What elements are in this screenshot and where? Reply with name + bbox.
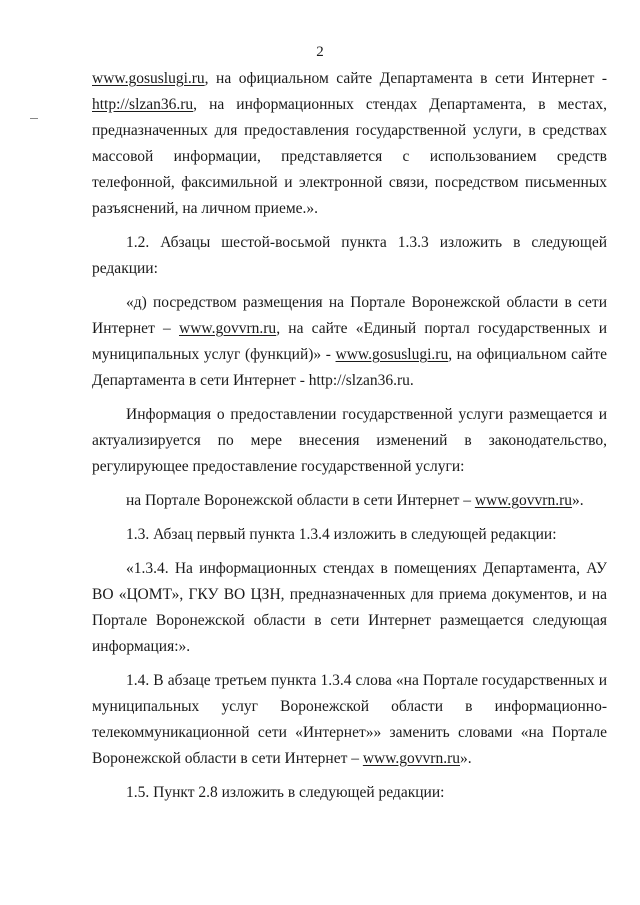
margin-mark — [30, 118, 38, 119]
text-segment: ». — [460, 750, 472, 767]
paragraph-d — [92, 290, 607, 394]
link-gosuslugi[interactable]: www.gosuslugi.ru — [335, 346, 449, 363]
paragraph-1-2 — [92, 230, 607, 282]
document-body — [92, 66, 607, 814]
paragraph-1-5 — [92, 780, 607, 806]
link-slzan36[interactable]: http://slzan36.ru — [92, 96, 194, 113]
text-segment: 1.4. В абзаце третьем пункта 1.3.4 слова «на Портале государственных и муниципальных услуг Воронежской области в информационно-телекоммуникационной сети «Интернет»» заменить словами «на Портале Воронежской области в сети Интернет – — [92, 672, 607, 767]
text-segment: «1.3.4. На информационных стендах в помещениях Департамента, АУ ВО «ЦОМТ», ГКУ ВО ЦЗН, предназначенных для приема документов, и на Портале Воронежской области в сети Интернет размещается следующая информация:». — [92, 560, 607, 655]
paragraph-info — [92, 402, 607, 480]
text-segment: Информация о предоставлении государственной услуги размещается и актуализируется по мере внесения изменений в законодательство, регулирующее предоставление государственной услуги: — [92, 406, 607, 475]
text-segment: 1.3. Абзац первый пункта 1.3.4 изложить в следующей редакции: — [126, 526, 557, 543]
paragraph-1-4 — [92, 668, 607, 772]
text-segment: на Портале Воронежской области в сети Интернет – — [126, 492, 475, 509]
link-govvrn[interactable]: www.govvrn.ru — [474, 492, 573, 509]
text-segment: , на информационных стендах Департамента, в местах, предназначенных для предоставления государственной услуги, в средствах массовой информации, представляется с использованием средств телефонной, факсимильной и электронной связи, посредством письменных разъяснений, на личном приеме.». — [92, 96, 607, 217]
text-segment: , на официальном сайте Департамента в сети Интернет - http://slzan36.ru. — [92, 346, 607, 389]
paragraph-portal — [92, 488, 607, 514]
text-segment: ». — [572, 492, 584, 509]
link-govvrn[interactable]: www.govvrn.ru — [362, 750, 461, 767]
text-segment: 1.5. Пункт 2.8 изложить в следующей редакции: — [126, 784, 445, 801]
paragraph-1-3 — [92, 522, 607, 548]
text-segment: 1.2. Абзацы шестой-восьмой пункта 1.3.3 изложить в следующей редакции: — [92, 234, 607, 277]
paragraph-1-3-4 — [92, 556, 607, 660]
link-govvrn[interactable]: www.govvrn.ru — [179, 320, 277, 337]
page-number: 2 — [316, 44, 324, 60]
paragraph-continuation — [92, 66, 607, 222]
text-segment: , на сайте «Единый портал государственных и муниципальных услуг (функций)» - — [92, 320, 608, 363]
text-segment: , на официальном сайте Департамента в сети Интернет - — [204, 70, 607, 87]
link-gosuslugi[interactable]: www.gosuslugi.ru — [92, 70, 205, 87]
text-segment: «д) посредством размещения на Портале Воронежской области в сети Интернет – — [92, 294, 607, 337]
